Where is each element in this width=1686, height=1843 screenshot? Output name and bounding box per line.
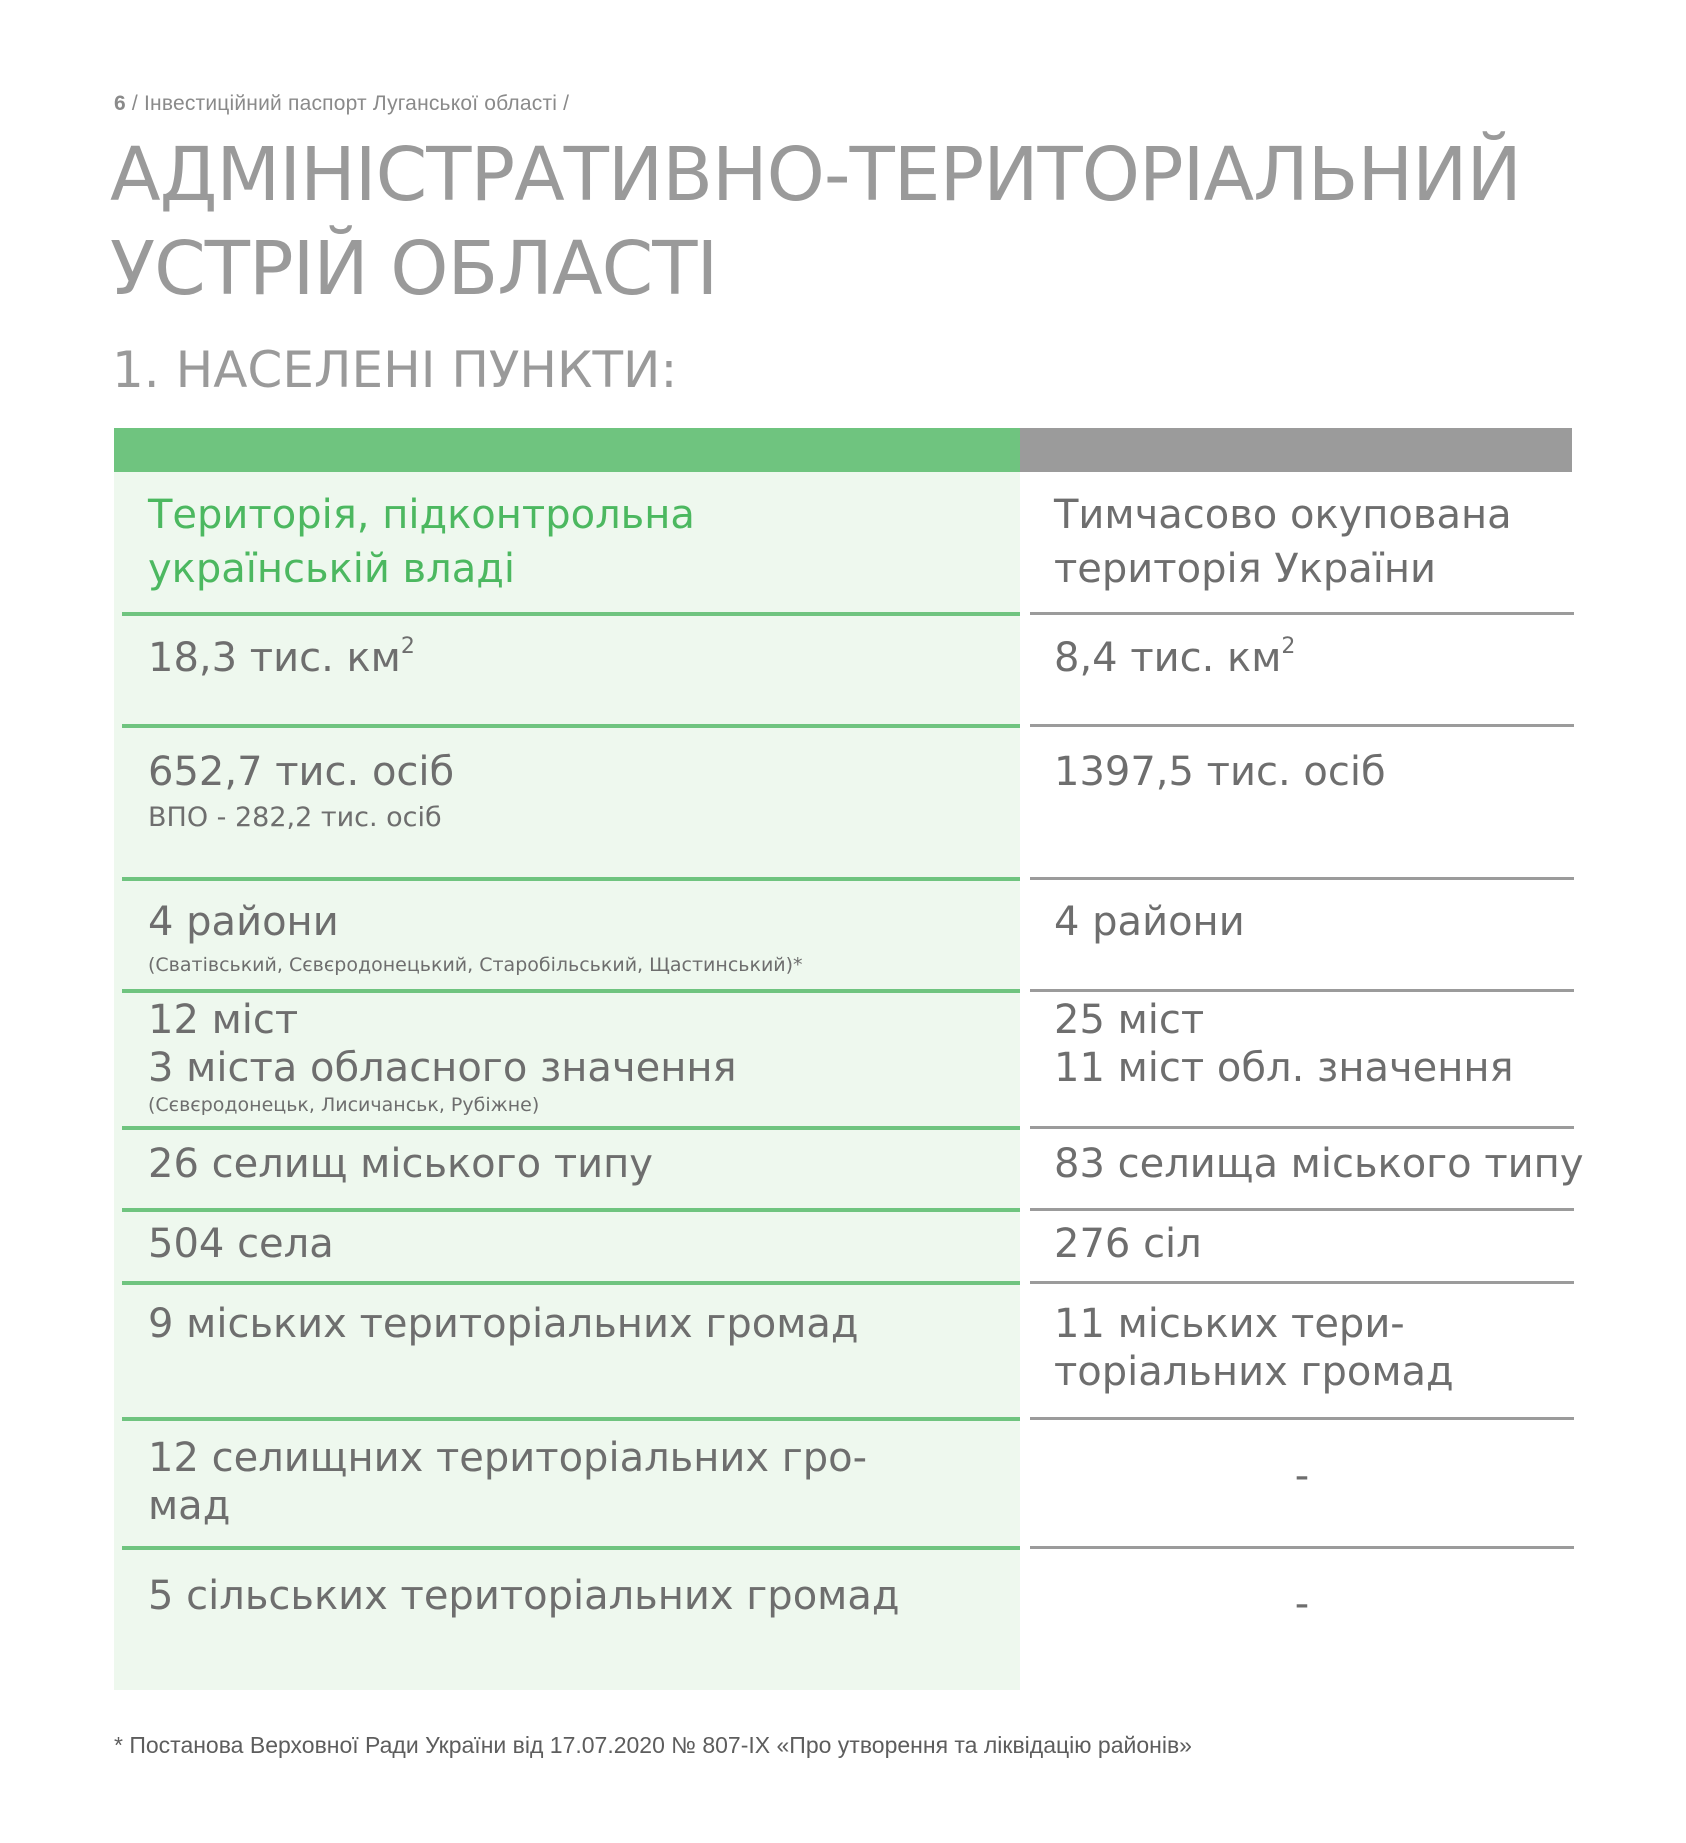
cell-value: 12 міст — [148, 997, 299, 1043]
column-header-controlled-line-2: українській владі — [148, 546, 515, 592]
row-divider — [1030, 1546, 1574, 1549]
table-cell-urban-communities-occupied — [1054, 1300, 1594, 1396]
superscript: 2 — [400, 634, 415, 659]
column-header-controlled — [148, 488, 1008, 596]
section-title: 1. НАСЕЛЕНІ ПУНКТИ: — [112, 341, 678, 399]
occupied-column-header-band — [1020, 428, 1572, 472]
cell-value: 12 селищних територіальних гро- — [148, 1435, 868, 1481]
cell-value: 26 селищ міського типу — [148, 1141, 653, 1187]
table-cell-area-controlled — [148, 634, 1008, 682]
cell-note: (Сватівський, Сєвєродонецький, Старобільський, Щастинський)* — [148, 954, 803, 976]
page-title-line-1: АДМІНІСТРАТИВНО-ТЕРИТОРІАЛЬНИЙ — [110, 132, 1521, 218]
cell-value: - — [1294, 1581, 1310, 1627]
row-divider — [122, 1546, 1020, 1550]
cell-value: 5 сільських територіальних громад — [148, 1573, 900, 1619]
table-cell-settlement-communities-occupied — [1030, 1452, 1574, 1500]
row-divider — [1030, 989, 1574, 992]
running-header — [114, 92, 569, 116]
cell-value: 9 міських територіальних громад — [148, 1301, 859, 1347]
table-cell-districts-controlled — [148, 898, 1008, 978]
table-cell-area-occupied — [1054, 634, 1594, 682]
table-cell-population-occupied — [1054, 748, 1594, 796]
column-header-occupied — [1054, 488, 1594, 596]
table-cell-settlements-occupied — [1054, 1140, 1614, 1188]
page-title — [110, 128, 1521, 316]
cell-value-line-2: торіальних громад — [1054, 1349, 1454, 1395]
column-header-controlled-line-1: Територія, підконтрольна — [148, 492, 695, 538]
row-divider — [1030, 612, 1574, 615]
controlled-column-header-band — [114, 428, 1020, 472]
row-divider — [122, 1208, 1020, 1212]
table-cell-cities-occupied — [1054, 996, 1594, 1092]
row-divider — [122, 989, 1020, 993]
table-cell-population-controlled — [148, 748, 1008, 836]
column-header-occupied-line-1: Тимчасово окупована — [1054, 492, 1512, 538]
cell-subtext: ВПО - 282,2 тис. осіб — [148, 802, 442, 833]
cell-value-line-2: 11 міст обл. значення — [1054, 1045, 1514, 1091]
header-separator: / — [125, 92, 144, 115]
cell-value: 4 райони — [1054, 899, 1245, 945]
footnote: * Постанова Верховної Ради України від 17.07.2020 № 807-IX «Про утворення та ліквідацію районів» — [114, 1732, 1192, 1758]
cell-value: 25 міст — [1054, 997, 1205, 1043]
cell-value: 8,4 тис. км — [1054, 635, 1282, 681]
table-cell-settlements-controlled — [148, 1140, 1008, 1188]
row-divider — [122, 612, 1020, 616]
running-title: Інвестиційний паспорт Луганської області / — [144, 92, 570, 115]
row-divider — [122, 1417, 1020, 1421]
column-header-occupied-line-2: територія України — [1054, 546, 1437, 592]
table-cell-districts-occupied — [1054, 898, 1594, 946]
table-cell-urban-communities-controlled — [148, 1300, 1008, 1348]
row-divider — [122, 877, 1020, 881]
cell-note: (Сєвєродонецьк, Лисичанськ, Рубіжне) — [148, 1094, 540, 1116]
cell-value: 1397,5 тис. осіб — [1054, 749, 1386, 795]
row-divider — [1030, 724, 1574, 727]
row-divider — [1030, 1281, 1574, 1284]
cell-value: 4 райони — [148, 899, 339, 945]
row-divider — [1030, 877, 1574, 880]
cell-value: 276 сіл — [1054, 1221, 1202, 1267]
cell-value-line-2: мад — [148, 1483, 231, 1529]
cell-value: 504 села — [148, 1221, 334, 1267]
row-divider — [122, 1126, 1020, 1130]
row-divider — [1030, 1126, 1574, 1129]
table-cell-cities-controlled — [148, 996, 1008, 1118]
cell-value: 83 селища міського типу — [1054, 1141, 1584, 1187]
table-cell-villages-occupied — [1054, 1220, 1594, 1268]
cell-value: 11 міських тери- — [1054, 1301, 1405, 1347]
cell-value: - — [1294, 1453, 1310, 1499]
row-divider — [122, 1281, 1020, 1285]
cell-value: 652,7 тис. осіб — [148, 749, 455, 795]
row-divider — [1030, 1417, 1574, 1420]
page-title-line-2: УСТРІЙ ОБЛАСТІ — [110, 226, 718, 312]
table-cell-settlement-communities-controlled — [148, 1434, 1008, 1530]
row-divider — [1030, 1208, 1574, 1211]
row-divider — [122, 724, 1020, 728]
table-cell-rural-communities-occupied — [1030, 1580, 1574, 1628]
superscript: 2 — [1281, 634, 1296, 659]
table-cell-rural-communities-controlled — [148, 1572, 1008, 1620]
cell-value-line-2: 3 міста обласного значення — [148, 1045, 737, 1091]
table-cell-villages-controlled — [148, 1220, 1008, 1268]
cell-value: 18,3 тис. км — [148, 635, 401, 681]
page-number: 6 — [114, 92, 126, 115]
